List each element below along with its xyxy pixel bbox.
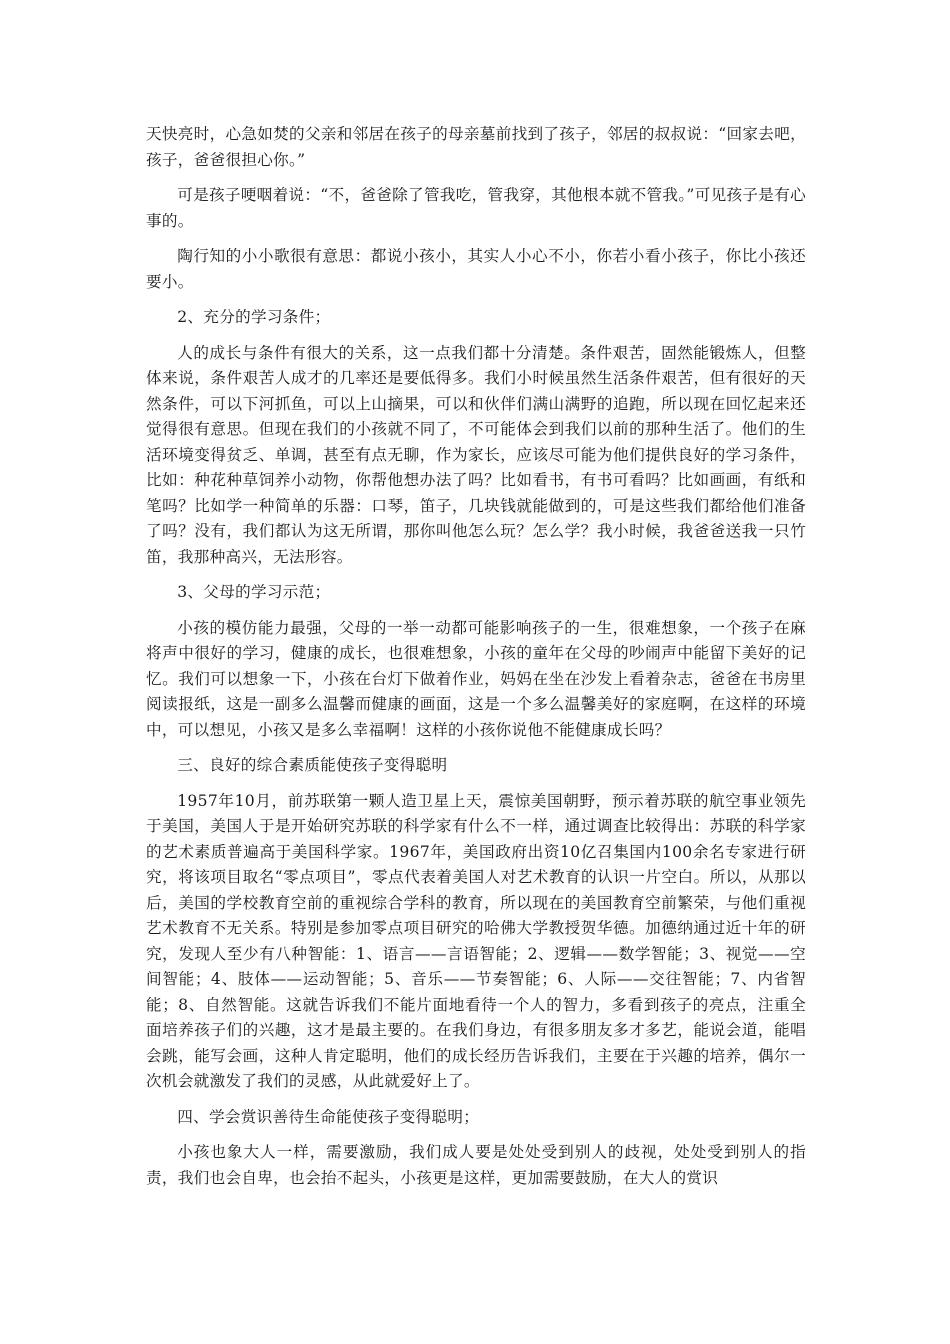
section-heading-2: 2、充分的学习条件； bbox=[177, 308, 331, 326]
paragraph-3: 陶行知的小小歌很有意思：都说小孩小，其实人小心不小，你若小看小孩子，你比小孩还要小。 bbox=[146, 247, 806, 291]
paragraph-4: 人的成长与条件有很大的关系，这一点我们都十分清楚。条件艰苦，固然能锻炼人，但整体来说，条件艰苦人成才的几率还是要低得多。我们小时候虽然生活条件艰苦，但有很好的天然条件，可以下河抓鱼，可以上山摘果，可以和伙伴们满山满野的追跑，所以现在回忆起来还觉得很有意思。但现在我们的小孩就不同了，不可能体会到我们以前的那种生活了。他们的生活环境变得贫乏、单调，甚至有点无聊，作为家长，应该尽可能为他们提供良好的学习条件，比如：种花种草饲养小动物，你帮他想办法了吗？比如看书，有书可看吗？比如画画，有纸和笔吗？比如学一种简单的乐器：口琴，笛子，几块钱就能做到的，可是这些我们都给他们准备了吗？没有，我们都认为这无所谓，那你叫他怎么玩？怎么学？我小时候，我爸爸送我一只竹笛，我那种高兴，无法形容。 bbox=[146, 343, 806, 566]
section-heading-three: 三、良好的综合素质能使孩子变得聪明 bbox=[177, 756, 448, 774]
paragraph-6: 1957年10月，前苏联第一颗人造卫星上天，震惊美国朝野，预示着苏联的航空事业领先于美国，美国人于是开始研究苏联的科学家有什么不一样，通过调查比较得出：苏联的科学家的艺术素质普遍高于美国科学家。1967年，美国政府出资10亿召集国内100余名专家进行研究，将该项目取名“零点项目”，零点代表着美国人对艺术教育的认识一片空白。所以，从那以后，美国的学校教育空前的重视综合学科的教育，所以现在的美国教育空前繁荣，与他们重视艺术教育不无关系。特别是参加零点项目研究的哈佛大学教授贺华德。加德纳通过近十年的研究，发现人至少有八种智能：1、语言——言语智能；2、逻辑——数学智能；3、视觉——空间智能；4、肢体——运动智能；5、音乐——节奏智能；6、人际——交往智能；7、内省智能；8、自然智能。这就告诉我们不能片面地看待一个人的智力，多看到孩子的亮点，注重全面培养孩子们的兴趣，这才是最主要的。在我们身边，有很多朋友多才多艺，能说会道，能唱会跳，能写会画，这种人肯定聪明，他们的成长经历告诉我们，主要在于兴趣的培养，偶尔一次机会就激发了我们的灵感，从此就爱好上了。 bbox=[146, 791, 806, 1090]
paragraph-5: 小孩的模仿能力最强，父母的一举一动都可能影响孩子的一生，很难想象，一个孩子在麻将声中很好的学习，健康的成长，也很难想象，小孩的童年在父母的吵闹声中能留下美好的记忆。我们可以想象一下，小孩在台灯下做着作业，妈妈在坐在沙发上看着杂志，爸爸在书房里阅读报纸，这是一副多么温馨而健康的画面，这是一个多么温馨美好的家庭啊，在这样的环境中，可以想见，小孩又是多么幸福啊！这样的小孩你说他不能健康成长吗？ bbox=[146, 618, 806, 739]
paragraph-2: 可是孩子哽咽着说：“不，爸爸除了管我吃，管我穿，其他根本就不管我。”可见孩子是有心事的。 bbox=[146, 186, 806, 230]
document-body bbox=[146, 122, 806, 1201]
section-heading-3: 3、父母的学习示范； bbox=[177, 583, 331, 601]
section-heading-four: 四、学会赏识善待生命能使孩子变得聪明； bbox=[177, 1107, 480, 1126]
paragraph-1: 天快亮时，心急如焚的父亲和邻居在孩子的母亲墓前找到了孩子，邻居的叔叔说：“回家去吧，孩子，爸爸很担心你。” bbox=[146, 125, 806, 169]
paragraph-7: 小孩也象大人一样，需要激励，我们成人要是处处受到别人的歧视，处处受到别人的指责，我们也会自卑，也会抬不起头，小孩更是这样，更加需要鼓励，在大人的赏识 bbox=[146, 1143, 806, 1187]
